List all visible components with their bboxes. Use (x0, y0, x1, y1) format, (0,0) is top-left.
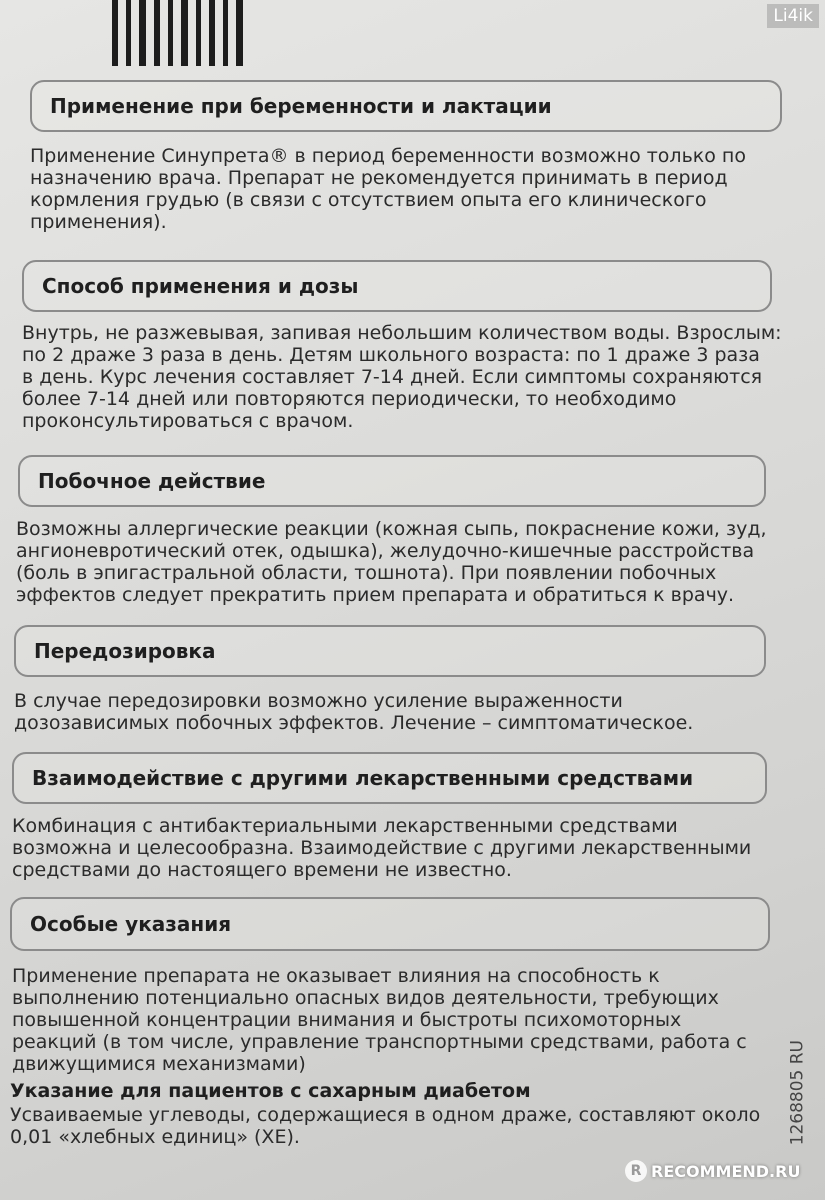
section-text-dosage (22, 322, 802, 432)
section-header-special-instructions (10, 897, 770, 951)
section-title: Особые указания (30, 912, 232, 936)
section-title: Взаимодействие с другими лекарственными средствами (32, 766, 694, 790)
text-line: повышенной концентрации внимания и быстроты психомоторных (12, 1009, 682, 1031)
text-line: Комбинация с антибактериальными лекарственными средствами (12, 815, 678, 837)
section-header-interactions (12, 752, 767, 804)
text-line: 0,01 «хлебных единиц» (ХЕ). (10, 1126, 300, 1148)
text-line: В случае передозировки возможно усиление выраженности (14, 690, 623, 712)
text-line: Применение Синупрета® в период беременности возможно только по (30, 145, 746, 167)
text-line: движущимися механизмами) (12, 1053, 306, 1075)
section-header-side-effects (18, 455, 766, 507)
watermark-username: Li4ik (767, 4, 819, 28)
text-line: в день. Курс лечения составляет 7-14 дней. Если симптомы сохраняются (22, 366, 763, 388)
section-text-overdose (14, 690, 784, 734)
section-text-pregnancy (30, 145, 790, 233)
diabetes-note-text (10, 1104, 780, 1148)
text-line: дозозависимых побочных эффектов. Лечение – симптоматическое. (14, 712, 694, 734)
text-line: Применение препарата не оказывает влияния на способность к (12, 965, 660, 987)
section-text-interactions (12, 815, 787, 881)
section-title: Передозировка (34, 639, 216, 663)
text-line: ангионевротический отек, одышка), желудочно-кишечные расстройства (16, 540, 755, 562)
text-line: реакций (в том числе, управление транспортными средствами, работа с (12, 1031, 747, 1053)
text-line: возможна и целесообразна. Взаимодействие с другими лекарственными (12, 837, 752, 859)
text-line: (боль в эпигастральной области, тошнота). При появлении побочных (16, 562, 717, 584)
text-line: выполнению потенциально опасных видов деятельности, требующих (12, 987, 719, 1009)
section-header-pregnancy (30, 80, 782, 132)
barcode (112, 0, 251, 66)
text-line: применения). (30, 211, 167, 233)
text-line: эффектов следует прекратить прием препарата и обратиться к врачу. (16, 584, 735, 606)
text-line: средствами до настоящего времени не известно. (12, 859, 512, 881)
side-print-code: 1268805 RU (787, 1040, 807, 1146)
text-line: по 2 драже 3 раза в день. Детям школьного возраста: по 1 драже 3 раза (22, 344, 760, 366)
section-title: Применение при беременности и лактации (50, 94, 552, 118)
section-header-dosage (22, 260, 772, 312)
diabetes-note-title: Указание для пациентов с сахарным диабетом (10, 1080, 531, 1102)
recommend-logo-icon: R (625, 1160, 647, 1182)
text-line: Возможны аллергические реакции (кожная сыпь, покраснение кожи, зуд, (16, 518, 767, 540)
text-line: Усваиваемые углеводы, содержащиеся в одном драже, составляют около (10, 1104, 761, 1126)
recommend-watermark-text: RECOMMEND.RU (651, 1161, 801, 1181)
recommend-watermark (625, 1160, 800, 1182)
section-title: Побочное действие (38, 469, 266, 493)
section-title: Способ применения и дозы (42, 274, 359, 298)
text-line: более 7-14 дней или повторяются периодически, то необходимо (22, 388, 677, 410)
text-line: кормления грудью (в связи с отсутствием опыта его клинического (30, 189, 707, 211)
section-header-overdose (14, 625, 766, 677)
section-text-special-instructions (12, 965, 787, 1075)
text-line: проконсультироваться с врачом. (22, 410, 354, 432)
section-text-side-effects (16, 518, 791, 606)
text-line: назначению врача. Препарат не рекомендуется принимать в период (30, 167, 728, 189)
text-line: Внутрь, не разжевывая, запивая небольшим количеством воды. Взрослым: (22, 322, 782, 344)
